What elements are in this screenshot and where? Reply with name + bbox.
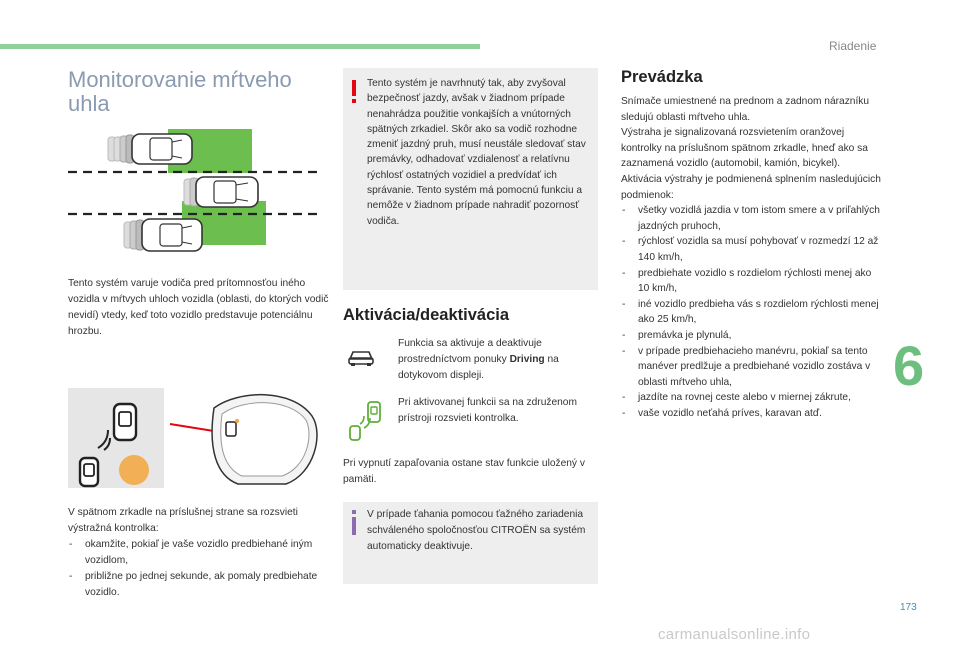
memory-text: Pri vypnutí zapaľovania ostane stav funkcie uložený v pamäti.: [343, 458, 585, 485]
list-item: - premávka je plynulá,: [621, 328, 881, 344]
activation-heading: Aktivácia/deaktivácia: [343, 306, 510, 324]
driving-menu-label: Driving: [509, 354, 545, 365]
list-item: - jazdíte na rovnej ceste alebo v miernej zákrute,: [621, 390, 881, 406]
list-item: - iné vozidlo predbieha vás s rozdielom rýchlosti menej ako 25 km/h,: [621, 297, 881, 328]
warning-text: Tento systém je navrhnutý tak, aby zvyšoval bezpečnosť jazdy, avšak v žiadnom prípade nenahrádza použitie vonkajších a vnútorných spätných zrkadiel. Skôr ako sa vodič rozhodne zmeniť jazdný pruh, musí neustále sledovať stav premávky, odhadovať vzdialenosť a relatívnu rýchlosť ostatných vozidiel a predvídať ich správanie. Tento systém má pomocnú funkciu a nemôže v žiadnom prípade nahradiť pozornosť vodiča.: [367, 78, 586, 227]
list-item: - približne po jednej sekunde, ak pomaly predbiehate vozidlo.: [68, 569, 330, 601]
operation-paragraph: Výstraha je signalizovaná rozsvietením oranžovej kontrolky na príslušnom spätnom zrkadle, hneď ako sa zaznamená vozidlo (automobil, kamión, bicykel).: [621, 127, 868, 170]
watermark: carmanualsonline.info: [658, 626, 811, 643]
mirror-warning-light-icon: [226, 422, 236, 436]
indicator-light-text: Pri aktivovanej funkcii sa na združenom prístroji rozsvieti kontrolka.: [398, 397, 577, 424]
blind-spot-illustration: [66, 125, 322, 260]
mirror-warning-illustration: [68, 388, 330, 488]
car-settings-icon: [347, 347, 375, 367]
section-label: Riadenie: [829, 39, 877, 53]
alert-light-icon: [119, 455, 149, 485]
blind-spot-indicator-icon: [346, 400, 386, 442]
car-lower-icon: [124, 219, 202, 251]
warning-box: [343, 68, 598, 290]
mirror-list: [68, 537, 330, 601]
overtaking-car-icon: [114, 404, 136, 440]
list-item: - všetky vozidlá jazdia v tom istom smere a v priľahlých jazdných pruhoch,: [621, 203, 881, 234]
operation-body: [621, 94, 881, 421]
mirror-warning-text: [68, 505, 330, 601]
list-item: - rýchlosť vozidla sa musí pohybovať v rozmedzí 12 až 140 km/h,: [621, 234, 881, 265]
header-accent-bar: [0, 44, 480, 49]
list-item: - v prípade predbiehacieho manévru, pokiaľ sa tento manéver predlžuje a predbiehané vozidlo zostáva v oblasti mŕtveho uhla,: [621, 344, 881, 391]
activation-menu-text: Funkcia sa aktivuje a deaktivuje prostredníctvom ponuky Driving na dotykovom displeji.: [398, 338, 559, 381]
operation-paragraph: Aktivácia výstrahy je podmienená splnením nasledujúcich podmienok:: [621, 173, 881, 201]
info-icon: [349, 510, 359, 536]
chapter-number: 6: [893, 334, 925, 397]
info-text: V prípade ťahania pomocou ťažného zariadenia schváleného spoločnosťou CITROËN sa systém automaticky deaktivuje.: [367, 509, 586, 552]
exclamation-icon: [349, 80, 359, 104]
info-box: [343, 502, 598, 584]
car-middle-icon: [184, 177, 258, 207]
list-item: - vaše vozidlo neťahá príves, karavan atď.: [621, 406, 881, 422]
operation-heading: Prevádzka: [621, 68, 703, 86]
list-item: - predbiehate vozidlo s rozdielom rýchlosti menej ako 10 km/h,: [621, 266, 881, 297]
side-mirror-icon: [212, 395, 317, 484]
own-car-icon: [80, 458, 98, 486]
intro-paragraph: Tento systém varuje vodiča pred prítomnosťou iného vozidla v mŕtvych uhloch vozidla (oblasti, do ktorých vodič nevidí) vtedy, keď toto vozidlo predstavuje potenciálnu hrozbu.: [68, 278, 329, 337]
conditions-list: [621, 203, 881, 421]
list-item: - okamžite, pokiaľ je vaše vozidlo predbiehané iným vozidlom,: [68, 537, 330, 569]
page-title: Monitorovanie mŕtveho uhla: [68, 67, 292, 116]
page-number: 173: [900, 602, 917, 613]
mirror-lead: V spätnom zrkadle na príslušnej strane sa rozsvieti výstražná kontrolka:: [68, 507, 298, 534]
operation-paragraph: Snímače umiestnené na prednom a zadnom nárazníku sledujú oblasti mŕtveho uhla.: [621, 96, 870, 123]
car-upper-icon: [108, 134, 192, 164]
